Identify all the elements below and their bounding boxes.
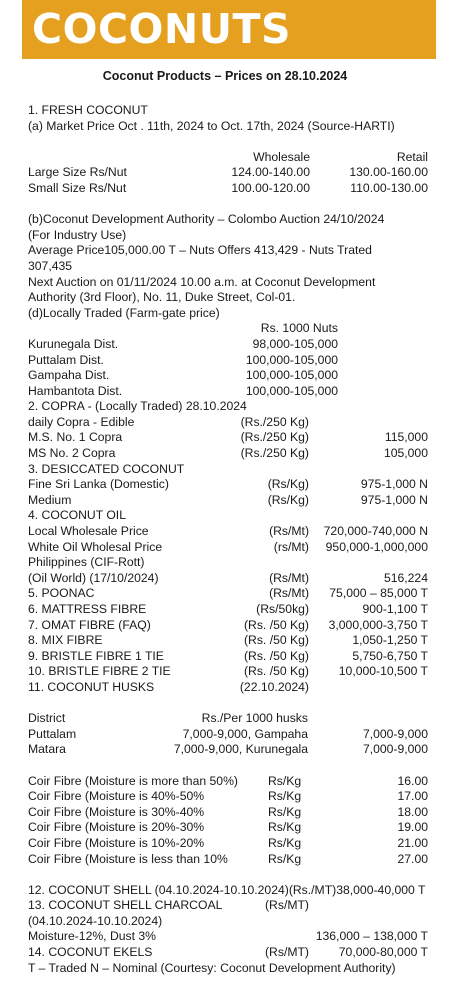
row-unit: Rs/Kg — [268, 773, 302, 788]
moisture-row — [28, 929, 428, 945]
charcoal-row — [28, 898, 428, 914]
row-middle: 7,000-9,000, Gampaha — [182, 726, 308, 741]
philippines-label: Philippines (CIF-Rott) — [28, 555, 145, 570]
district-header: District — [28, 711, 66, 726]
row-value: 1,050-1,250 T — [352, 633, 428, 648]
table-row — [28, 820, 428, 836]
cda-line: Average Price105,000.00 T – Nuts Offers 413,429 - Nuts Trated — [28, 243, 372, 258]
row-unit: Rs/Kg — [268, 835, 302, 850]
row-unit: (Rs./250 Kg) — [240, 446, 309, 461]
row-unit: (rs/Mt) — [273, 539, 309, 554]
table-row — [28, 446, 428, 462]
row-unit: Rs/Kg — [268, 820, 302, 835]
table-row — [28, 181, 428, 197]
market-price-note: (a) Market Price Oct . 11th, 2024 to Oct. 17th, 2024 (Source-HARTI) — [28, 118, 395, 133]
row-label: 10. BRISTLE FIBRE 2 TIE — [28, 664, 171, 679]
footnote: T – Traded N – Nominal (Courtesy: Coconut Development Authority) — [28, 960, 396, 975]
table-row — [28, 353, 428, 369]
price-list — [28, 103, 428, 976]
row-value: 100,000-105,000 — [245, 368, 338, 383]
row-value: 75,000 – 85,000 T — [329, 586, 428, 601]
page-title: Coconut Products – Prices on 28.10.2024 — [102, 69, 348, 83]
row-label: Large Size Rs/Nut — [28, 165, 127, 180]
row-label: 8. MIX FIBRE — [28, 633, 103, 648]
row-value: 17.00 — [397, 789, 428, 804]
row-unit: (Rs/50kg) — [256, 602, 309, 616]
cda-line: Next Auction on 01/11/2024 10.00 a.m. at Coconut Development — [28, 274, 376, 289]
row-unit: (22.10.2024) — [239, 679, 309, 694]
row-value: 136,000 – 138,000 T — [315, 929, 428, 944]
table-row — [28, 805, 428, 821]
retail-header: Retail — [396, 149, 428, 164]
row-label: Hambantota Dist. — [28, 383, 123, 398]
row-unit: (Rs/Kg) — [267, 492, 309, 507]
coconut-shell-line: 12. COCONUT SHELL (04.10.2024-10.10.2024)(Rs./MT)38,000-40,000 T — [28, 882, 426, 897]
row-label: 9. BRISTLE FIBRE 1 TIE — [28, 648, 164, 663]
table-row — [28, 742, 428, 758]
row-unit: (Rs/MT) — [265, 945, 309, 960]
charcoal-dates: (04.10.2024-10.10.2024) — [28, 913, 163, 928]
row-value: 27.00 — [397, 851, 428, 866]
row-label: White Oil Wholesal Price — [28, 539, 163, 554]
row-label: Moisture-12%, Dust 3% — [28, 929, 157, 944]
row-value: 720,000-740,000 N — [323, 524, 428, 539]
row-label: Small Size Rs/Nut — [28, 180, 127, 195]
ekels-row — [28, 945, 428, 961]
table-row — [28, 384, 428, 400]
row-value: 70,000-80,000 T — [338, 945, 428, 960]
section-banner — [22, 0, 436, 59]
row-label: Puttalam — [28, 726, 77, 741]
table-row — [28, 540, 428, 556]
row-label: Coir Fibre (Moisture is 40%-50% — [28, 789, 205, 804]
row-label: (Oil World) (17/10/2024) — [28, 570, 159, 585]
fresh-column-headers — [28, 150, 428, 166]
row-value: 105,000 — [383, 446, 428, 461]
retail-value: 110.00-130.00 — [350, 180, 428, 195]
unit-header: Rs. 1000 Nuts — [260, 321, 338, 336]
row-label: 11. COCONUT HUSKS — [28, 679, 155, 694]
table-row — [28, 836, 428, 852]
row-value: 975-1,000 N — [360, 492, 428, 507]
table-row — [28, 774, 428, 790]
row-label: Coir Fibre (Moisture is 20%-30% — [28, 820, 205, 835]
farm-gate-unit-header — [28, 321, 428, 337]
row-unit: (Rs./250 Kg) — [240, 414, 309, 429]
table-row — [28, 586, 428, 602]
table-row — [28, 493, 428, 509]
cda-line: (For Industry Use) — [28, 227, 127, 242]
row-value: 100,000-105,000 — [245, 383, 338, 398]
row-value: 18.00 — [397, 804, 428, 819]
row-label: 5. POONAC — [28, 586, 95, 601]
row-unit: (Rs/Kg) — [267, 477, 309, 492]
section-heading-fresh-coconut: 1. FRESH COCONUT — [28, 103, 148, 117]
row-value — [309, 415, 428, 431]
row-unit: Rs/Kg — [268, 789, 302, 804]
row-label: Coir Fibre (Moisture is less than 10% — [28, 851, 228, 866]
table-row — [28, 602, 428, 618]
row-value: 950,000-1,000,000 — [325, 539, 428, 554]
table-row — [28, 337, 428, 353]
row-unit: (Rs. /50 Kg) — [243, 633, 309, 648]
row-unit: (Rs./250 Kg) — [240, 430, 309, 445]
row-unit: (Rs/Mt) — [269, 524, 309, 539]
row-label: 6. MATTRESS FIBRE — [28, 602, 147, 616]
table-row — [28, 618, 428, 634]
table-row — [28, 477, 428, 493]
table-row — [28, 633, 428, 649]
row-unit: (Rs/Mt) — [269, 586, 309, 601]
cda-line: Authority (3rd Floor), No. 11, Duke Street, Col-01. — [28, 290, 296, 305]
row-value: 7,000-9,000 — [362, 726, 428, 741]
cda-line: (d)Locally Traded (Farm-gate price) — [28, 305, 220, 320]
row-label: 7. OMAT FIBRE (FAQ) — [28, 617, 151, 632]
row-label: Kurunegala Dist. — [28, 336, 119, 351]
table-row — [28, 789, 428, 805]
row-label: Local Wholesale Price — [28, 524, 149, 539]
row-label: Coir Fibre (Moisture is 30%-40% — [28, 804, 205, 819]
table-row — [28, 368, 428, 384]
row-unit: (Rs/Mt) — [269, 570, 309, 585]
section-heading-coconut-oil: 4. COCONUT OIL — [28, 508, 126, 523]
section-heading-copra: 2. COPRA - (Locally Traded) 28.10.2024 — [28, 399, 247, 414]
row-value — [309, 680, 428, 696]
row-unit: Rs/Kg — [268, 804, 302, 819]
row-label: Coir Fibre (Moisture is more than 50%) — [28, 773, 238, 788]
wholesale-value: 100.00-120.00 — [231, 180, 310, 195]
row-value: 7,000-9,000 — [362, 742, 428, 757]
wholesale-header: Wholesale — [253, 149, 310, 164]
row-value: 16.00 — [397, 773, 428, 788]
row-value: 5,750-6,750 T — [352, 648, 428, 663]
table-row — [28, 165, 428, 181]
cda-line: 307,435 — [28, 258, 73, 273]
row-value: 21.00 — [397, 835, 428, 850]
row-label: Matara — [28, 742, 66, 757]
table-row — [28, 664, 428, 680]
row-label: daily Copra - Edible — [28, 414, 135, 429]
table-row — [28, 415, 428, 431]
banner-title: COCONUTS — [32, 5, 291, 53]
retail-value: 130.00-160.00 — [349, 165, 428, 180]
row-label: Puttalam Dist. — [28, 352, 104, 367]
row-label: MS No. 2 Copra — [28, 446, 116, 461]
husks-unit-header: Rs./Per 1000 husks — [201, 711, 308, 726]
table-row — [28, 680, 428, 696]
row-middle: 7,000-9,000, Kurunegala — [173, 742, 308, 757]
row-value: 98,000-105,000 — [252, 336, 338, 351]
row-value: 115,000 — [384, 430, 428, 445]
row-value: 100,000-105,000 — [245, 352, 338, 367]
row-label: Medium — [28, 492, 72, 507]
row-unit: (Rs/MT) — [265, 898, 309, 913]
table-row — [28, 727, 428, 743]
row-value: 516,224 — [383, 570, 428, 585]
row-value: 3,000,000-3,750 T — [328, 617, 428, 632]
row-value: 10,000-10,500 T — [338, 664, 428, 679]
table-row — [28, 852, 428, 868]
row-label: Gampaha Dist. — [28, 368, 110, 383]
table-row — [28, 524, 428, 540]
row-label: Coir Fibre (Moisture is 10%-20% — [28, 835, 205, 850]
row-unit: (Rs. /50 Kg) — [243, 664, 309, 679]
table-row — [28, 430, 428, 446]
row-value: 900-1,100 T — [362, 602, 428, 616]
row-value: 975-1,000 N — [360, 477, 428, 492]
row-value: 19.00 — [397, 820, 428, 835]
row-unit: (Rs. /50 Kg) — [243, 648, 309, 663]
row-label: Fine Sri Lanka (Domestic) — [28, 477, 169, 492]
row-label: 14. COCONUT EKELS — [28, 945, 153, 960]
table-row — [28, 649, 428, 665]
husks-header — [28, 711, 428, 727]
row-label: M.S. No. 1 Copra — [28, 430, 123, 445]
wholesale-value: 124.00-140.00 — [231, 165, 310, 180]
cda-line: (b)Coconut Development Authority – Colombo Auction 24/10/2024 — [28, 212, 385, 227]
row-unit: Rs/Kg — [268, 851, 302, 866]
table-row — [28, 571, 428, 587]
section-heading-desiccated: 3. DESICCATED COCONUT — [28, 461, 185, 476]
row-unit: (Rs. /50 Kg) — [243, 617, 309, 632]
row-label: 13. COCONUT SHELL CHARCOAL — [28, 898, 223, 913]
